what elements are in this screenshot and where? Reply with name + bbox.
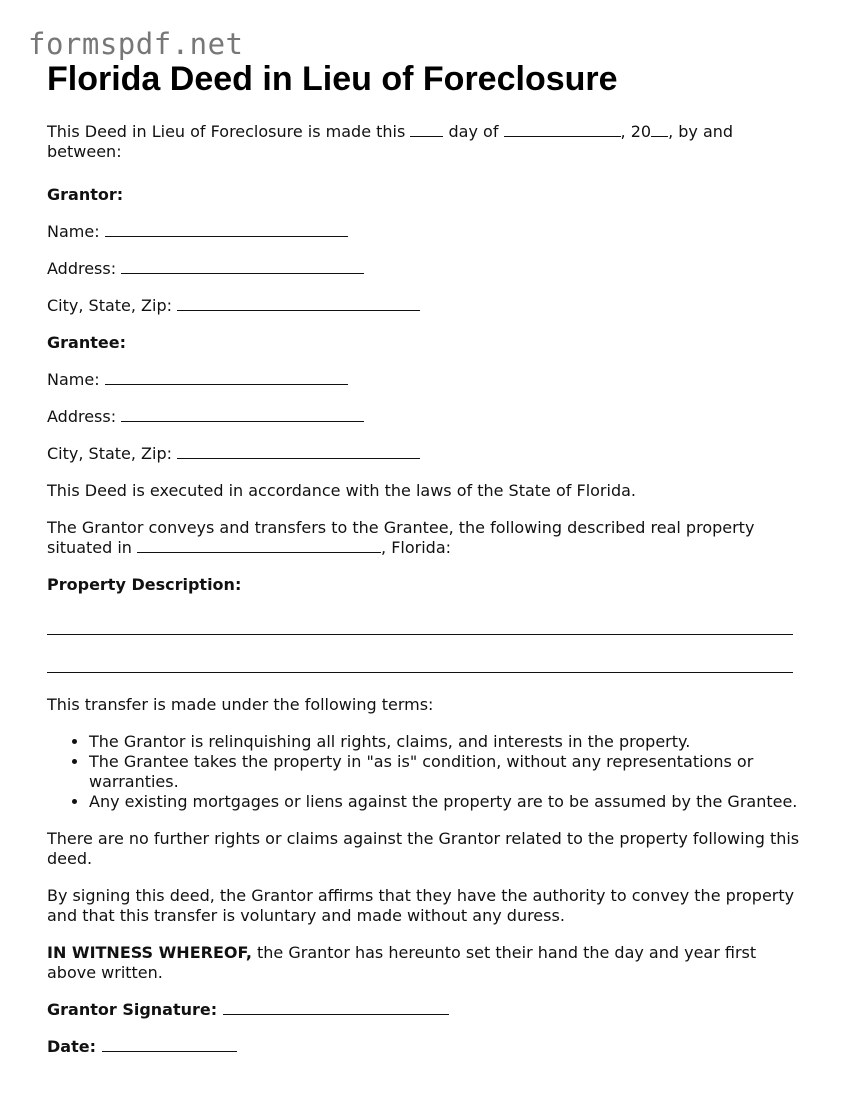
terms-intro: This transfer is made under the following terms:	[47, 695, 434, 714]
authority-paragraph: By signing this deed, the Grantor affirms that they have the authority to convey the property and that this transfer is voluntary and made without any duress.	[47, 886, 795, 925]
grantee-name-label: Name:	[47, 370, 105, 389]
year-blank[interactable]	[651, 122, 668, 137]
property-description-line-1[interactable]	[47, 633, 793, 635]
signature-blank[interactable]	[223, 1000, 449, 1015]
laws-statement: This Deed is executed in accordance with the laws of the State of Florida.	[47, 481, 636, 500]
month-blank[interactable]	[504, 122, 621, 137]
deed-document	[47, 58, 807, 1057]
grantee-name-blank[interactable]	[105, 370, 348, 385]
term-item: • Any existing mortgages or liens against the property are to be assumed by the Grantee.	[89, 792, 807, 812]
property-description-heading: Property Description:	[47, 575, 242, 594]
grantor-city-blank[interactable]	[177, 296, 420, 311]
intro-text-1: This Deed in Lieu of Foreclosure is made this	[47, 122, 411, 141]
grantor-address-line	[47, 259, 807, 279]
date-line	[47, 1037, 807, 1057]
watermark-logo: formspdf.net	[28, 27, 244, 61]
intro-text-3: , 20	[620, 122, 652, 141]
grantee-city-blank[interactable]	[177, 444, 420, 459]
grantor-name-blank[interactable]	[105, 222, 348, 237]
grantor-address-blank[interactable]	[121, 259, 364, 274]
grantee-city-label: City, State, Zip:	[47, 444, 178, 463]
witness-rest-text: the Grantor has hereunto set their hand the day and year first above written.	[47, 943, 757, 982]
grantee-address-blank[interactable]	[121, 407, 364, 422]
grantee-name-line	[47, 370, 807, 390]
intro-paragraph	[47, 122, 807, 162]
grantor-address-label: Address:	[47, 259, 122, 278]
terms-list	[47, 732, 807, 812]
term-item: • The Grantor is relinquishing all rights, claims, and interests in the property.	[89, 732, 807, 752]
grantor-name-line	[47, 222, 807, 242]
grantor-city-label: City, State, Zip:	[47, 296, 178, 315]
date-blank[interactable]	[102, 1037, 237, 1052]
property-description-line-2[interactable]	[47, 671, 793, 673]
conveyance-paragraph	[47, 518, 807, 558]
witness-bold-text: IN WITNESS WHEREOF,	[47, 943, 252, 962]
county-blank[interactable]	[137, 538, 381, 553]
intro-text-2: day of	[443, 122, 504, 141]
conveyance-text-2: , Florida:	[381, 538, 452, 557]
term-item: • The Grantee takes the property in "as is" condition, without any representations or warranties.	[89, 752, 807, 792]
grantor-city-line	[47, 296, 807, 316]
intro-text-4: , by and between:	[47, 122, 734, 161]
grantee-address-line	[47, 407, 807, 427]
grantee-city-line	[47, 444, 807, 464]
grantee-heading: Grantee:	[47, 333, 126, 352]
signature-line	[47, 1000, 807, 1020]
date-label: Date:	[47, 1037, 102, 1056]
no-further-rights-paragraph: There are no further rights or claims against the Grantor related to the property following this deed.	[47, 829, 800, 868]
document-title: Florida Deed in Lieu of Foreclosure	[47, 60, 618, 98]
grantor-heading: Grantor:	[47, 185, 124, 204]
grantor-name-label: Name:	[47, 222, 105, 241]
conveyance-text-1: The Grantor conveys and transfers to the Grantee, the following described real property situated in	[47, 518, 755, 557]
witness-paragraph	[47, 943, 807, 983]
day-blank[interactable]	[410, 122, 443, 137]
signature-label: Grantor Signature:	[47, 1000, 223, 1019]
grantee-address-label: Address:	[47, 407, 122, 426]
